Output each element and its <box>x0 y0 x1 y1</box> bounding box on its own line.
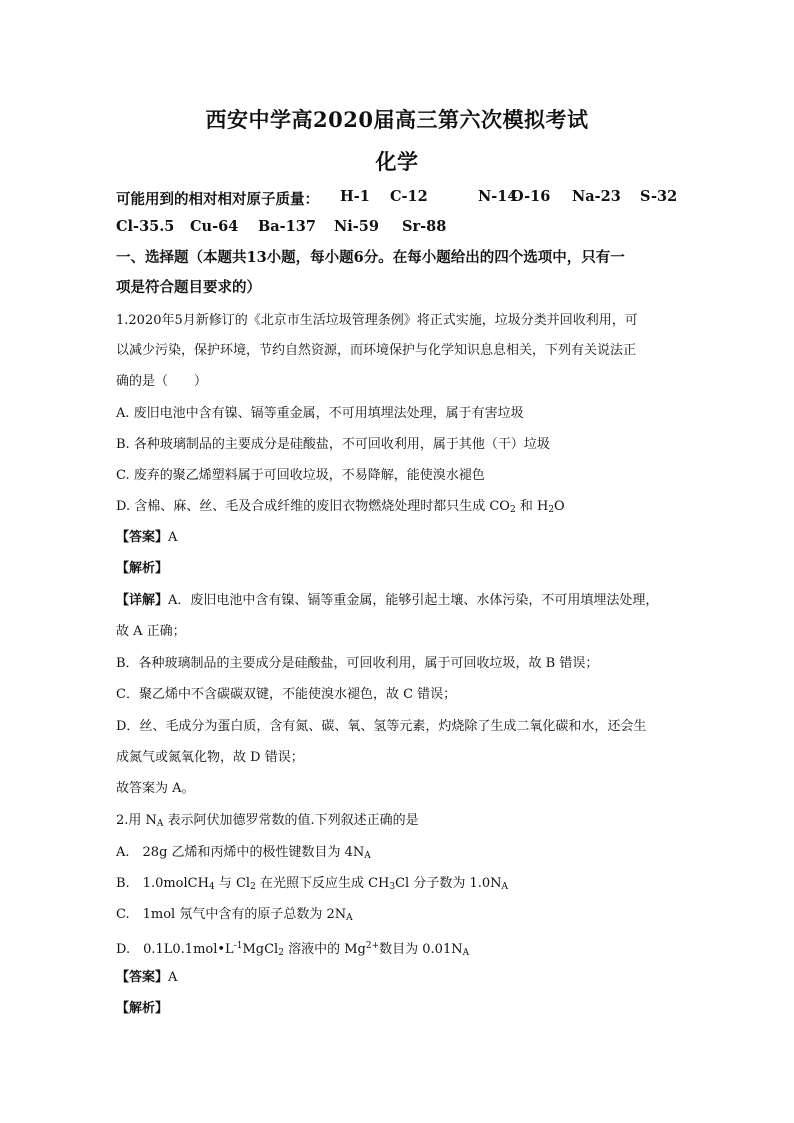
q2-stem <box>116 813 688 832</box>
q2-answer <box>116 970 688 986</box>
text-run: A. 28g 乙烯和丙烯中的极性键数目为 4N <box>116 845 365 860</box>
text-run: MgCl <box>242 942 279 957</box>
subscript: A <box>156 819 164 829</box>
q1-detail-cont: 故 A 正确； <box>116 624 186 639</box>
subscript: 2 <box>548 505 555 515</box>
mass-item: S-32 <box>640 188 678 205</box>
q1-option-a: A. 废旧电池中含有镍、镉等重金属，不可用填埋法处理，属于有害垃圾 <box>116 406 524 421</box>
text-run: 2.用 N <box>116 813 157 828</box>
q1-option-d <box>116 499 688 518</box>
q1-option-c: C. 废弃的聚乙烯塑料属于可回收垃圾，不易降解，能使溴水褪色 <box>116 468 485 483</box>
section-heading: 一、选择题（本题共13小题，每小题6分。在每小题给出的四个选项中，只有一 <box>116 249 625 266</box>
mass-item: Ni-59 <box>334 218 379 235</box>
mass-item: Cl-35.5 <box>116 218 175 235</box>
q1-detail-c: C．聚乙烯中不含碳碳双键，不能使溴水褪色，故 C 错误； <box>116 687 457 702</box>
atomic-masses-label: 可能用到的相对相对原子质量： <box>116 191 319 208</box>
q2-option-d <box>116 938 688 961</box>
q1-stem: 1.2020年5月新修订的《北京市生活垃圾管理条例》将正式实施，垃圾分类并回收利用，可 <box>116 313 638 328</box>
q1-answer <box>116 530 688 546</box>
text-run: 溶液中的 Mg <box>283 942 366 957</box>
subscript: A <box>501 882 509 892</box>
text-run: 与 Cl <box>214 876 251 891</box>
section-heading-cont: 项是符合题目要求的） <box>116 279 261 296</box>
text-run: B. 1.0molCH <box>116 876 209 891</box>
text-run: C. 1mol 氖气中含有的原子总数为 2N <box>116 907 347 922</box>
subscript: 4 <box>208 882 215 892</box>
text-run: D. 含棉、麻、丝、毛及合成纤维的废旧衣物燃烧处理时都只生成 CO <box>116 499 510 514</box>
subscript: 2 <box>509 505 516 515</box>
answer-value: A <box>168 530 178 545</box>
answer-tag: 【答案】 <box>116 970 169 985</box>
mass-item: C-12 <box>390 188 428 205</box>
mass-item: Na-23 <box>572 188 621 205</box>
subscript: 2 <box>250 882 256 892</box>
q1-analysis-tag: 【解析】 <box>116 561 169 576</box>
text-run: O <box>554 499 565 514</box>
exam-title: 西安中学高2020届高三第六次模拟考试 <box>205 107 589 132</box>
text-run: A．废旧电池中含有镍、镉等重金属，能够引起土壤、水体污染，不可用填埋法处理， <box>168 593 659 608</box>
q2-option-c <box>116 907 688 926</box>
q1-stem-cont: 确的是（ ） <box>116 374 208 389</box>
answer-tag: 【答案】 <box>116 530 169 545</box>
q1-option-b: B. 各种玻璃制品的主要成分是硅酸盐，不可回收利用，属于其他（干）垃圾 <box>116 437 550 452</box>
q2-option-a <box>116 845 688 864</box>
q1-conclusion: 故答案为 A。 <box>116 781 195 796</box>
q1-detail-d: D．丝、毛成分为蛋白质，含有氮、碳、氧、氢等元素，灼烧除了生成二氧化碳和水，还会生 <box>116 719 647 734</box>
q1-detail-b: B．各种玻璃制品的主要成分是硅酸盐，可回收利用，属于可回收垃圾，故 B 错误； <box>116 656 599 671</box>
subscript: A <box>346 913 353 923</box>
mass-item: H-1 <box>340 188 370 205</box>
text-run: Cl 分子数为 1.0N <box>395 876 502 891</box>
superscript: 2+ <box>365 941 380 951</box>
subscript: 2 <box>278 948 284 958</box>
text-run: 在光照下反应生成 CH <box>255 876 390 891</box>
answer-value: A <box>168 970 178 985</box>
text-run: D. 0.1L0.1mol•L <box>116 942 234 957</box>
subscript: A <box>364 851 371 861</box>
mass-item: Sr-88 <box>402 218 447 235</box>
text-run: 表示阿伏加德罗常数的值.下列叙述正确的是 <box>163 813 419 828</box>
subscript: A <box>462 948 470 958</box>
text-run: 和 H <box>515 499 549 514</box>
q1-stem-cont: 以减少污染，保护环境，节约自然资源，而环境保护与化学知识息息相关，下列有关说法正 <box>116 343 637 358</box>
text-run: 数目为 0.01N <box>379 942 463 957</box>
subscript: 3 <box>389 882 396 892</box>
mass-item: O-16 <box>511 188 551 205</box>
q1-detail <box>116 593 688 609</box>
mass-item: Ba-137 <box>258 218 316 235</box>
superscript: -1 <box>233 941 243 951</box>
q2-option-b <box>116 876 688 895</box>
mass-item: Cu-64 <box>190 218 239 235</box>
q1-detail-d-cont: 成氮气或氮氧化物，故 D 错误； <box>116 750 304 765</box>
subject-title: 化学 <box>375 149 419 174</box>
q2-analysis-tag: 【解析】 <box>116 1001 169 1016</box>
detail-tag: 【详解】 <box>116 593 169 608</box>
mass-item: N-14 <box>478 188 518 205</box>
